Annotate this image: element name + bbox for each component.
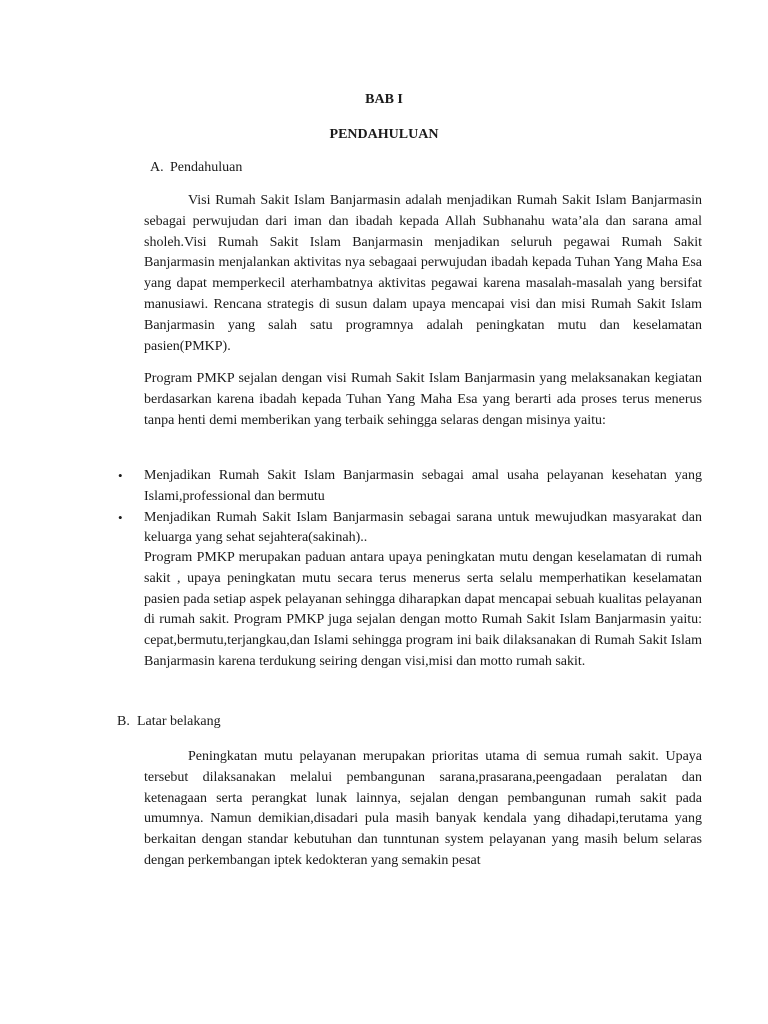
- bullet-text: Menjadikan Rumah Sakit Islam Banjarmasin sebagai amal usaha pelayanan kesehatan yang Islami,professional dan bermutu: [144, 468, 702, 504]
- chapter-title: PENDAHULUAN: [329, 127, 439, 142]
- list-item: [118, 508, 702, 550]
- section-b-marker: B.: [117, 714, 130, 729]
- section-b-heading: [117, 714, 221, 730]
- chapter-number: BAB I: [365, 92, 403, 107]
- paragraph-latar-belakang: Peningkatan mutu pelayanan merupakan prioritas utama di semua rumah sakit. Upaya tersebut dilaksanakan melalui pembangunan sarana,prasarana,peengadaan peralatan dan ketenagaan serta perangkat lunak lainnya, sejalan dengan pembangunan rumah sakit pada umumnya. Namun demikian,disadari pula masih banyak kendala yang dihadapi,terutama yang berkaitan dengan standar kebutuhan dan tunntunan system pelayanan yang masih belum selaras dengan perkembangan iptek kedokteran yang semakin pesat: [144, 749, 702, 868]
- section-a-title: Pendahuluan: [170, 160, 243, 175]
- paragraph-visi: Visi Rumah Sakit Islam Banjarmasin adalah menjadikan Rumah Sakit Islam Banjarmasin sebagai perwujudan dari iman dan ibadah kepada Allah Subhanahu wata’ala dan sarana amal sholeh.Visi Rumah Sakit Islam Banjarmasin menjadikan seluruh pegawai Rumah Sakit Banjarmasin menjalankan aktivitas nya sebagaai perwujudan ibadah kepada Tuhan Yang Maha Esa yang dapat memperkecil aterhambatnya aktivitas pegawai karena masalah-masalah yang bersifat manusiawi. Rencana strategis di susun dalam upaya mencapai visi dan misi Rumah Sakit Islam Banjarmasin yang salah satu programnya adalah peningkatan mutu dan keselamatan pasien(PMKP).: [144, 193, 702, 354]
- section-b-title: Latar belakang: [137, 714, 221, 729]
- bullet-icon: •: [118, 468, 123, 483]
- bullet-icon: •: [118, 509, 123, 525]
- paragraph-program-pmkp: Program PMKP sejalan dengan visi Rumah Sakit Islam Banjarmasin yang melaksanakan kegiatan berdasarkan karena ibadah kepada Tuhan Yang Maha Esa yang berarti ada proses terus menerus tanpa henti demi memberikan yang terbaik sehingga selaras dengan misinya yaitu:: [144, 371, 702, 428]
- paragraph-paduan-mutu: Program PMKP merupakan paduan antara upaya peningkatan mutu dengan keselamatan di rumah sakit , upaya peningkatan mutu secara terus menerus serta selalu memperhatikan keselamatan pasien pada setiap aspek pelayanan sehingga diharapkan dapat mencapai sebuah kualitas pelayanan di rumah sakit. Program PMKP juga sejalan dengan motto Rumah Sakit Islam Banjarmasin yaitu: cepat,bermutu,terjangkau,dan Islami sehingga program ini baik dilaksanakan di Rumah Sakit Islam Banjarmasin karena terdukung seiring dengan visi,misi dan motto rumah sakit.: [144, 550, 702, 669]
- misi-bullet-list: [118, 466, 702, 549]
- bullet-text: Menjadikan Rumah Sakit Islam Banjarmasin sebagai sarana untuk mewujudkan masyarakat dan keluarga yang sehat sejahtera(sakinah)..: [144, 509, 702, 546]
- list-item: [118, 466, 702, 508]
- section-a-marker: A.: [150, 160, 164, 175]
- section-a-heading: [150, 160, 242, 176]
